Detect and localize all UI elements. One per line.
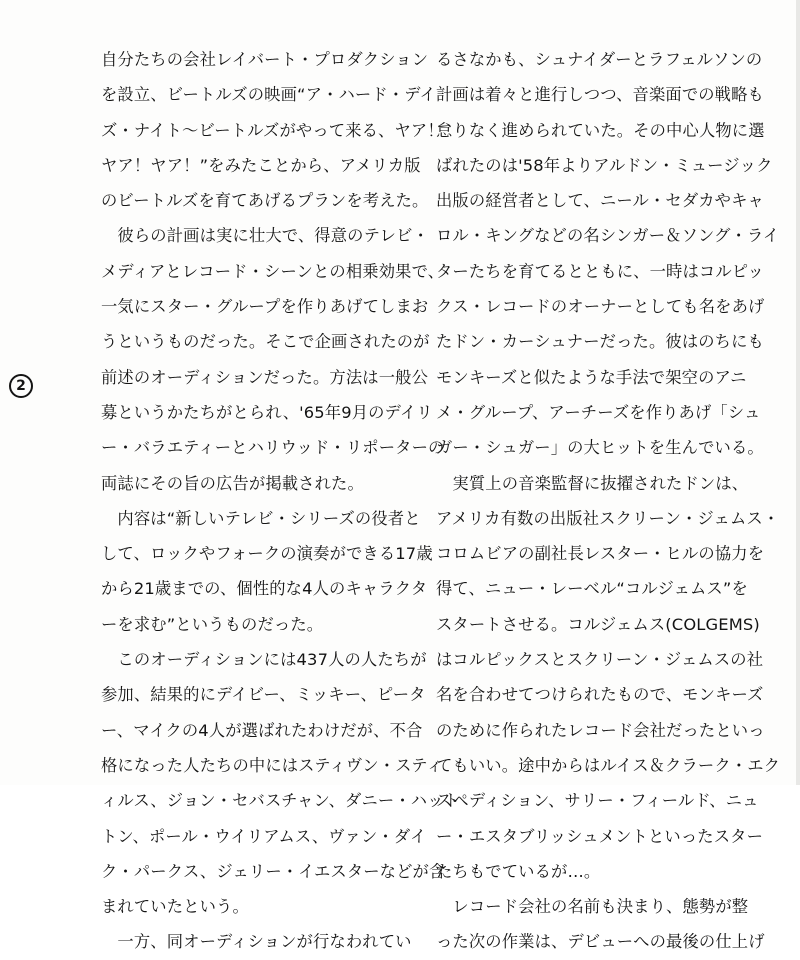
text-line: たドン・カーシュナーだった。彼はのちにも bbox=[436, 332, 764, 352]
text-line: ク・パークス、ジェリー・イエスターなどが含 bbox=[101, 861, 446, 881]
text-line: 格になった人たちの中にはスティヴン・スティ bbox=[101, 755, 443, 775]
text-line: ガー・シュガー」の大ヒットを生んでいる。 bbox=[436, 438, 764, 458]
text-line: レコード会社の名前も決まり、態勢が整 bbox=[436, 897, 749, 917]
text-line: ィルス、ジョン・セバスチャン、ダニー・ハット bbox=[101, 791, 461, 811]
text-line: ー・バラエティーとハリウッド・リポーターの bbox=[101, 438, 445, 458]
text-line: うというものだった。そこで企画されたのが bbox=[101, 332, 430, 352]
page-edge-shadow bbox=[796, 0, 800, 785]
text-line: スタートさせる。コルジェムス(COLGEMS) bbox=[436, 614, 760, 634]
text-line: ー・エスタブリッシュメントといったスター bbox=[436, 826, 763, 846]
text-line: を設立、ビートルズの映画“ア・ハード・デイ bbox=[101, 85, 436, 105]
text-line: 募というかたちがとられ、'65年9月のデイリ bbox=[101, 402, 433, 422]
text-line: 前述のオーディションだった。方法は一般公 bbox=[101, 367, 428, 387]
right-text-column bbox=[436, 42, 781, 960]
text-line: 一気にスター・グループを作りあげてしまお bbox=[101, 297, 429, 317]
text-line: てもいい。途中からはルイス＆クラーク・エク bbox=[436, 755, 781, 775]
text-line: 彼らの計画は実に壮大で、得意のテレビ・ bbox=[101, 226, 429, 246]
text-line: ばれたのは'58年よりアルドン・ミュージック bbox=[436, 155, 773, 175]
text-line: 得て、ニュー・レーベル“コルジェムス”を bbox=[436, 579, 748, 599]
text-line: たちもでているが…。 bbox=[436, 861, 601, 881]
left-text-column bbox=[101, 42, 461, 960]
text-line: メ・グループ、アーチーズを作りあげ「シュ bbox=[436, 402, 761, 422]
text-line: 名を合わせてつけられたもので、モンキーズ bbox=[436, 685, 764, 705]
text-line: 出版の経営者として、ニール・セダカやキャ bbox=[436, 191, 764, 211]
text-line: 両誌にその旨の広告が掲載された。 bbox=[101, 473, 364, 493]
text-line: このオーディションには437人の人たちが bbox=[101, 650, 427, 670]
text-line: ロル・キングなどの名シンガー＆ソング・ライ bbox=[436, 226, 780, 246]
text-line: 参加、結果的にデイビー、ミッキー、ピータ bbox=[101, 685, 426, 705]
text-line: のために作られたレコード会社だったといっ bbox=[436, 720, 765, 740]
text-line: のビートルズを育てあげるプランを考えた。 bbox=[101, 191, 429, 211]
text-line: 実質上の音楽監督に抜擢されたドンは、 bbox=[436, 473, 749, 493]
text-line: 一方、同オーディションが行なわれてい bbox=[101, 932, 412, 952]
page-number-marker: 2 bbox=[9, 374, 33, 398]
text-line: モンキーズと似たような手法で架空のアニ bbox=[436, 367, 747, 387]
text-line: はコルピックスとスクリーン・ジェムスの社 bbox=[436, 650, 764, 670]
text-line: 内容は“新しいテレビ・シリーズの役者と bbox=[101, 508, 421, 528]
text-line: ターたちを育てるとともに、一時はコルピッ bbox=[436, 261, 764, 281]
text-line: 怠りなく進められていた。その中心人物に選 bbox=[436, 120, 765, 140]
text-line: して、ロックやフォークの演奏ができる17歳 bbox=[101, 544, 433, 564]
text-line: ーを求む”というものだった。 bbox=[101, 614, 324, 634]
text-line: ヤア！ヤア！”をみたことから、アメリカ版 bbox=[101, 155, 421, 175]
text-line: スペディション、サリー・フィールド、ニュ bbox=[436, 791, 759, 811]
text-line: トン、ポール・ウイリアムス、ヴァン・ダイ bbox=[101, 826, 427, 846]
text-line: ー、マイクの4人が選ばれたわけだが、不合 bbox=[101, 720, 423, 740]
text-line: 自分たちの会社レイバート・プロダクション bbox=[101, 50, 429, 69]
text-line: ズ・ナイト～ビートルズがやって来る、ヤア！ bbox=[101, 120, 444, 140]
text-line: った次の作業は、デビューへの最後の仕上げ bbox=[436, 932, 765, 952]
text-line: クス・レコードのオーナーとしても名をあげ bbox=[436, 297, 765, 317]
text-line: アメリカ有数の出版社スクリーン・ジェムス・ bbox=[436, 508, 780, 528]
text-line: から21歳までの、個性的な4人のキャラクタ bbox=[101, 579, 428, 599]
text-line: コロムビアの副社長レスター・ヒルの協力を bbox=[436, 544, 765, 564]
text-line: るさなかも、シュナイダーとラフェルソンの bbox=[436, 50, 763, 69]
text-line: メディアとレコード・シーンとの相乗効果で、 bbox=[101, 261, 445, 281]
text-line: 計画は着々と進行しつつ、音楽面での戦略も bbox=[436, 85, 764, 105]
text-line: まれていたという。 bbox=[101, 897, 249, 917]
